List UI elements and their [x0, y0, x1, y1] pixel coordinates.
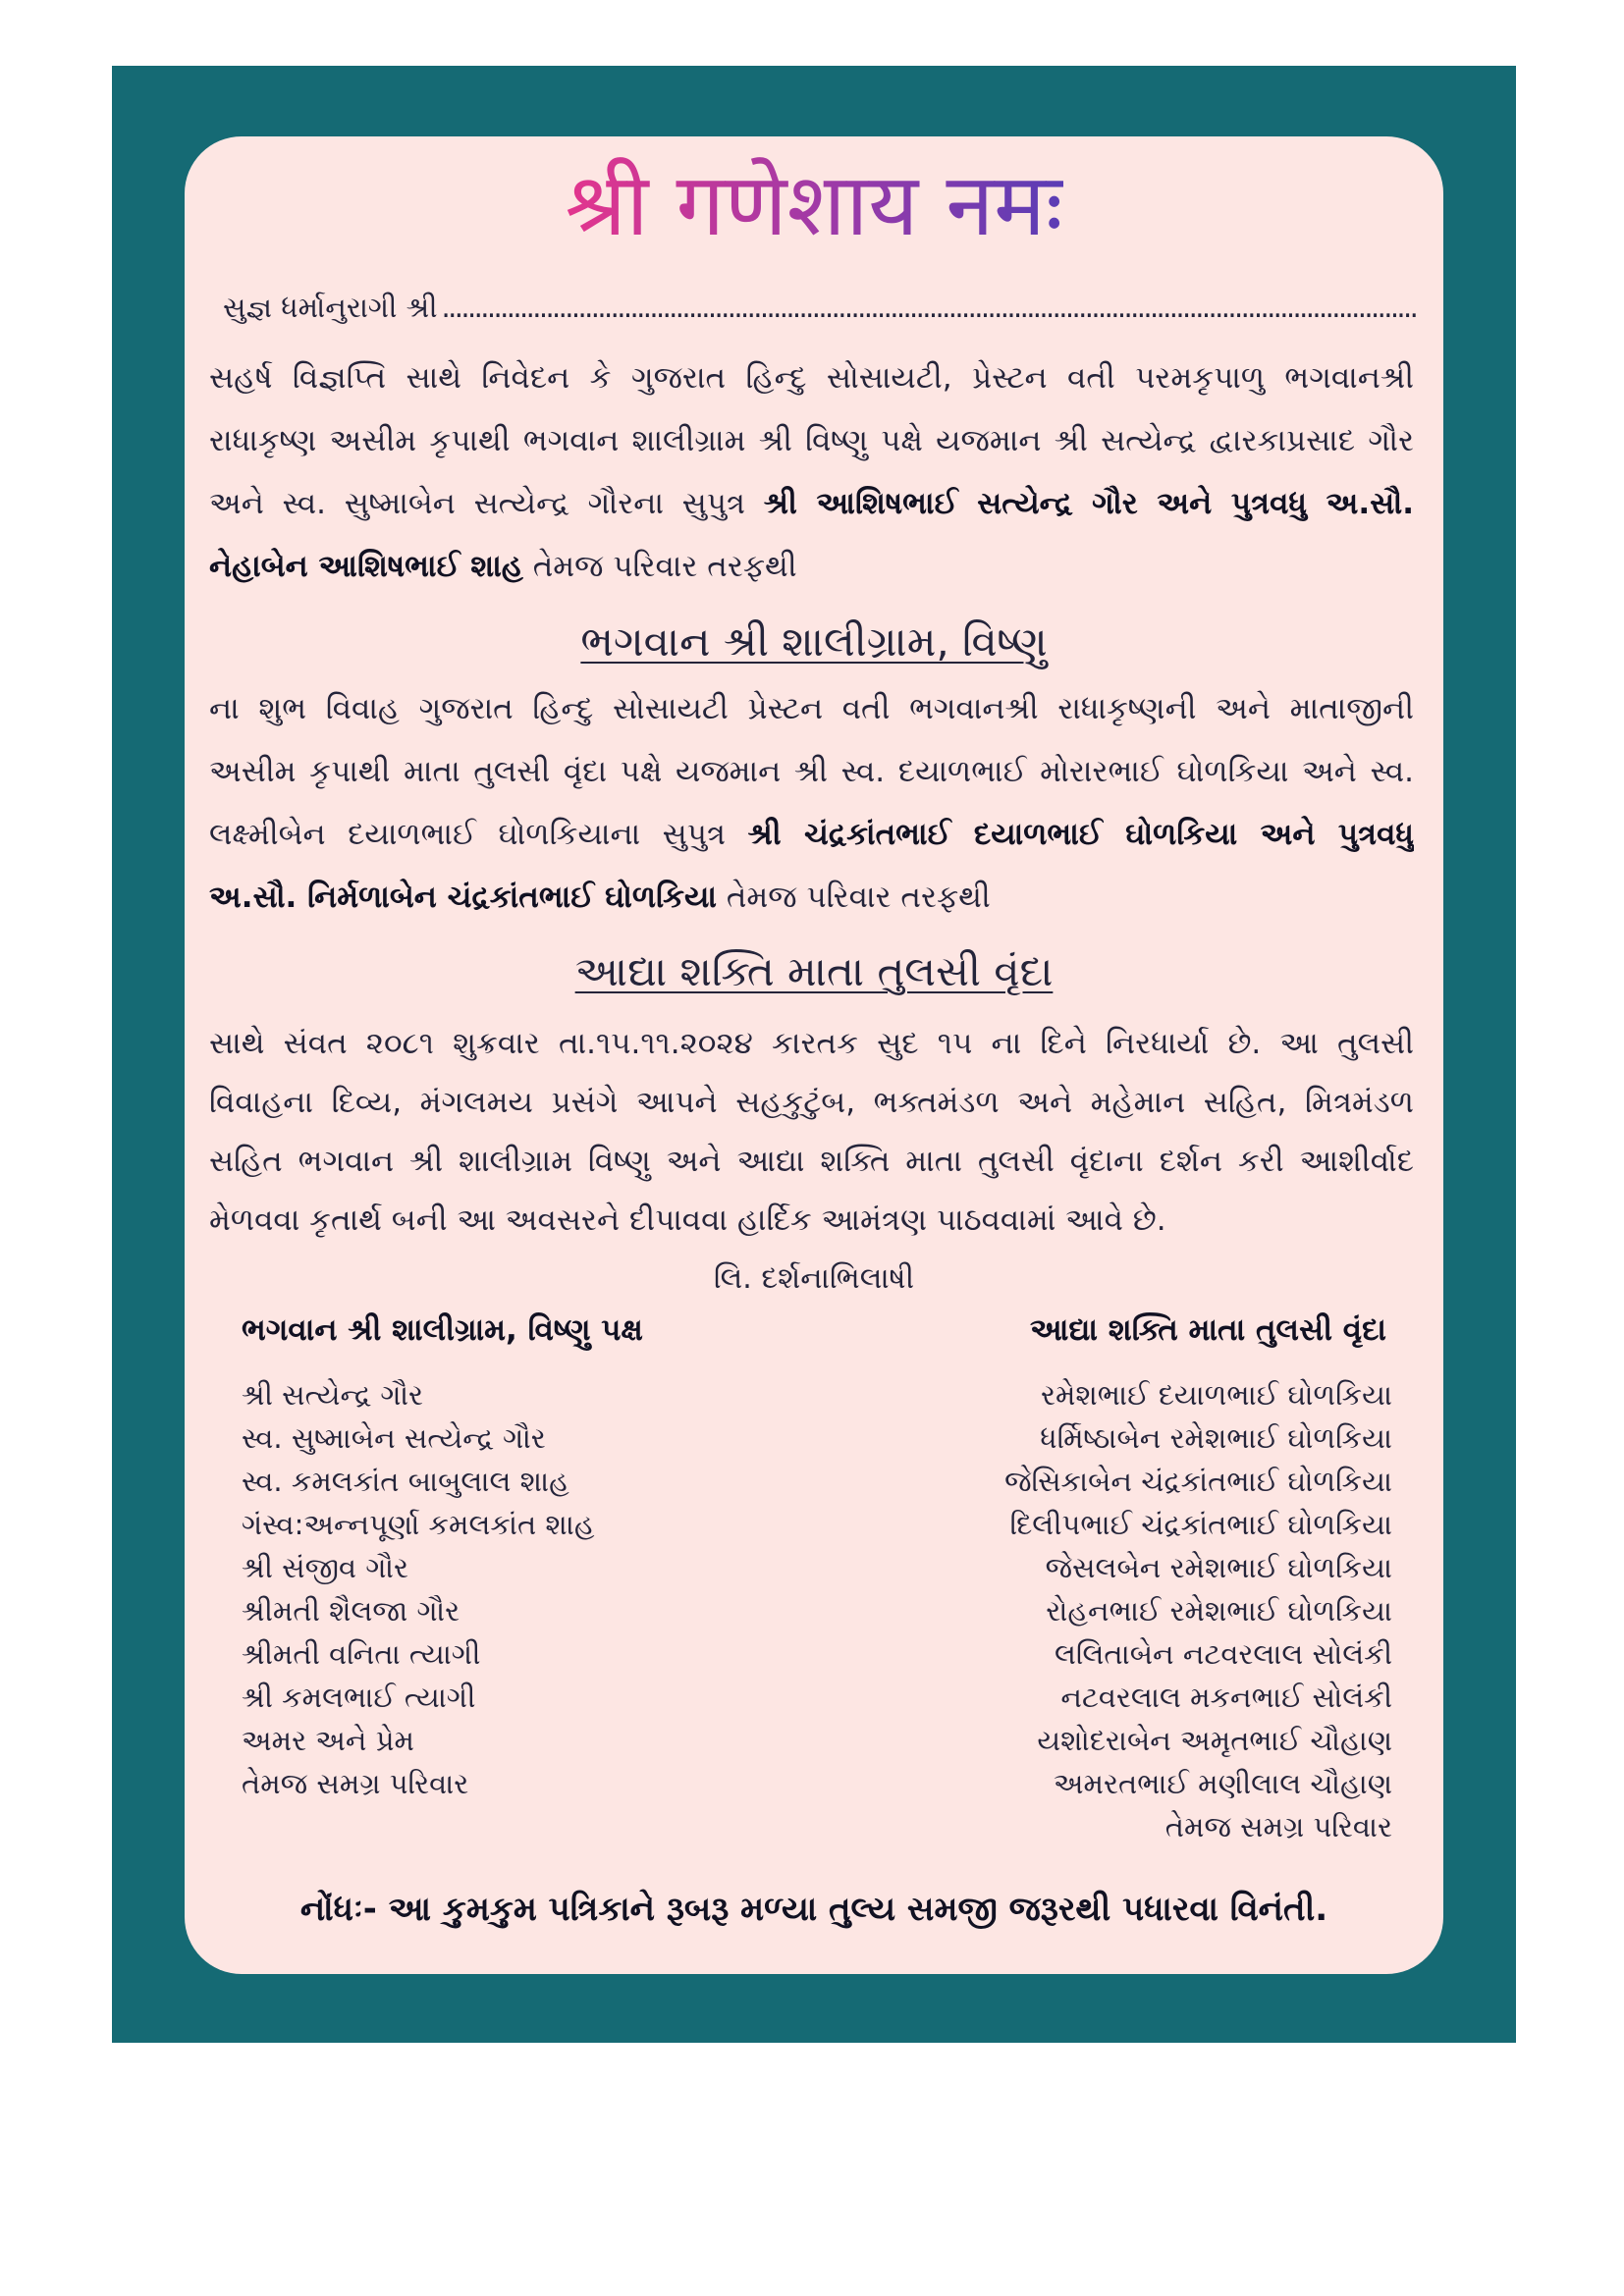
heading-tulsi-vrunda-text: આદ્યા શક્તિ માતા તુલસી વૃંદા [574, 947, 1054, 995]
closing-line-1 [209, 1014, 1414, 1073]
footer-note: નોંધઃ- આ કુમકુમ પત્રિકાને રૂબરૂ મળ્યા તુલ્ય સમજી જરૂરથી પધારવા વિનંતી. [299, 1890, 1328, 1929]
list-item: શ્રી સંજીવ ગૌર [242, 1551, 408, 1584]
vivah-paragraph [209, 677, 1414, 929]
list-item: ગંસ્વ:અન્નપૂર્ણા કમલકાંત શાહ [242, 1508, 595, 1541]
vivah-line-1 [209, 677, 1414, 740]
tulsi-side-hosts [823, 1306, 1392, 1848]
list-item: અમર અને પ્રેમ [242, 1724, 414, 1757]
intro-line-1-text: સહર્ષ વિજ્ઞપ્તિ સાથે નિવેદન કે ગુજરાત હિન્દુ સોસાયટી, પ્રેસ્ટન વતી પરમકૃપાળુ ભગવાનશ્રી [209, 360, 1414, 396]
list-item: લલિતાબેન નટવરલાલ સોલંકી [1055, 1637, 1392, 1671]
list-item: રમેશભાઈ દયાળભાઈ ઘોળકિયા [1040, 1378, 1392, 1412]
closing-line-1-text: સાથે સંવત ૨૦૮૧ શુક્રવાર તા.૧૫.૧૧.૨૦૨૪ કારતક સુદ ૧૫ ના દિને નિરધાર્યા છે. આ તુલસી [209, 1026, 1414, 1061]
intro-line-4 [209, 535, 1414, 598]
list-item: શ્રીમતી શૈલજા ગૌર [242, 1594, 460, 1628]
vivah-line-4-text: તેમજ પરિવાર તરફથી [726, 880, 991, 915]
closing-line-3 [209, 1132, 1414, 1191]
heading-shaligram-vishnu [185, 608, 1443, 676]
list-item: શ્રીમતી વનિતા ત્યાગી [242, 1637, 481, 1671]
vivah-line-4 [209, 866, 1414, 929]
vishnu-side-hosts [242, 1306, 811, 1805]
list-item: જેસિકાબેન ચંદ્રકાંતભાઈ ઘોળકિયા [1004, 1465, 1392, 1498]
vivah-line-2 [209, 740, 1414, 803]
intro-line-1 [209, 347, 1414, 409]
invocation-title [185, 136, 1443, 274]
intro-line-2 [209, 409, 1414, 472]
teal-frame [112, 66, 1516, 2043]
list-item: શ્રી કમલભાઈ ત્યાગી [242, 1681, 476, 1714]
list-item: અમરતભાઈ મણીલાલ ચૌહાણ [1053, 1767, 1392, 1800]
list-item: નટવરલાલ મકનભાઈ સોલંકી [1060, 1681, 1392, 1714]
intro-paragraph [209, 347, 1414, 598]
list-item: દિલીપભાઈ ચંદ્રકાંતભાઈ ઘોળકિયા [1009, 1508, 1392, 1541]
intro-line-3-bold-names: શ્રી આશિષભાઈ સત્યેન્દ્ર ગૌર અને પુત્રવધુ અ.સૌ. [763, 486, 1414, 521]
salutation-label: સુજ્ઞ ધર્માનુરાગી શ્રી [223, 291, 438, 324]
salutation-line [223, 284, 1419, 331]
vishnu-side-name-list [242, 1373, 811, 1805]
invocation-title-text: श्री गणेशाय नमः [565, 136, 1062, 274]
list-item: ધર્મિષ્ઠાબેન રમેશભાઈ ઘોળકિયા [1040, 1421, 1392, 1455]
list-item: રોહનભાઈ રમેશભાઈ ઘોળકિયા [1046, 1594, 1392, 1628]
vishnu-side-title: ભગવાન શ્રી શાલીગ્રામ, વિષ્ણુ પક્ષ [242, 1312, 643, 1348]
salutation-dotted-leader: ...................................................................................................................................................... [441, 291, 1417, 324]
vivah-line-4-bold-names: અ.સૌ. નિર્મળાબેન ચંદ્રકાંતભાઈ ઘોળકિયા [209, 880, 717, 915]
list-item: તેમજ સમગ્ર પરિવાર [1164, 1810, 1392, 1843]
tulsi-side-name-list [823, 1373, 1392, 1848]
vivah-line-1-text: ના શુભ વિવાહ ગુજરાત હિન્દુ સોસાયટી પ્રેસ્ટન વતી ભગવાનશ્રી રાધાકૃષ્ણની અને માતાજીની [209, 691, 1414, 726]
vivah-line-3-bold-names: શ્રી ચંદ્રકાંતભાઈ દયાળભાઈ ઘોળકિયા અને પુત્રવધુ [747, 817, 1414, 852]
closing-line-4-text: મેળવવા કૃતાર્થ બની આ અવસરને દીપાવવા હાર્દિક આમંત્રણ પાઠવવામાં આવે છે. [209, 1202, 1166, 1238]
list-item: શ્રી સત્યેન્દ્ર ગૌર [242, 1378, 424, 1412]
heading-shaligram-vishnu-text: ભગવાન શ્રી શાલીગ્રામ, વિષ્ણુ [580, 617, 1048, 666]
list-item: તેમજ સમગ્ર પરિવાર [242, 1767, 469, 1800]
vivah-line-3-text: લક્ષ્મીબેન દયાળભાઈ ઘોળકિયાના સુપુત્ર [209, 817, 726, 852]
heading-tulsi-vrunda [185, 937, 1443, 1006]
list-item: યશોદરાબેન અમૃતભાઈ ચૌહાણ [1037, 1724, 1392, 1757]
intro-line-2-text: રાધાકૃષ્ણ અસીમ કૃપાથી ભગવાન શાલીગ્રામ શ્રી વિષ્ણુ પક્ષે યજમાન શ્રી સત્યેન્દ્ર દ્વારકાપ્રસાદ ગૌર [209, 423, 1414, 458]
list-item: સ્વ. કમલકાંત બાબુલાલ શાહ [242, 1465, 569, 1498]
invitation-card [185, 136, 1443, 1974]
intro-line-3-text: અને સ્વ. સુષ્માબેન સત્યેન્દ્ર ગૌરના સુપુત્ર [209, 486, 745, 521]
closing-line-3-text: સહિત ભગવાન શ્રી શાલીગ્રામ વિષ્ણુ અને આદ્યા શક્તિ માતા તુલસી વૃંદાના દર્શન કરી આશીર્વાદ [209, 1144, 1414, 1179]
intro-line-3 [209, 472, 1414, 535]
closing-line-2-text: વિવાહના દિવ્ય, મંગલમય પ્રસંગે આપને સહકુટુંબ, ભક્તમંડળ અને મહેમાન સહિત, મિત્રમંડળ [209, 1085, 1414, 1120]
list-item: જેસલબેન રમેશભાઈ ઘોળકિયા [1045, 1551, 1392, 1584]
list-item: સ્વ. સુષ્માબેન સત્યેન્દ્ર ગૌર [242, 1421, 546, 1455]
tulsi-side-title: આદ્યા શક્તિ માતા તુલસી વૃંદા [1030, 1312, 1386, 1348]
intro-line-4-bold-names: નેહાબેન આશિષભાઈ શાહ [209, 549, 523, 584]
signoff: લિ. દર્શનાભિલાષી [713, 1261, 915, 1296]
vivah-line-2-text: અસીમ કૃપાથી માતા તુલસી વૃંદા પક્ષે યજમાન શ્રી સ્વ. દયાળભાઈ મોરારભાઈ ઘોળકિયા અને સ્વ. [209, 754, 1414, 789]
closing-line-4 [209, 1191, 1414, 1250]
intro-line-4-text: તેમજ પરિવાર તરફથી [532, 549, 797, 584]
vivah-line-3 [209, 803, 1414, 866]
closing-paragraph [209, 1014, 1414, 1250]
closing-line-2 [209, 1073, 1414, 1132]
